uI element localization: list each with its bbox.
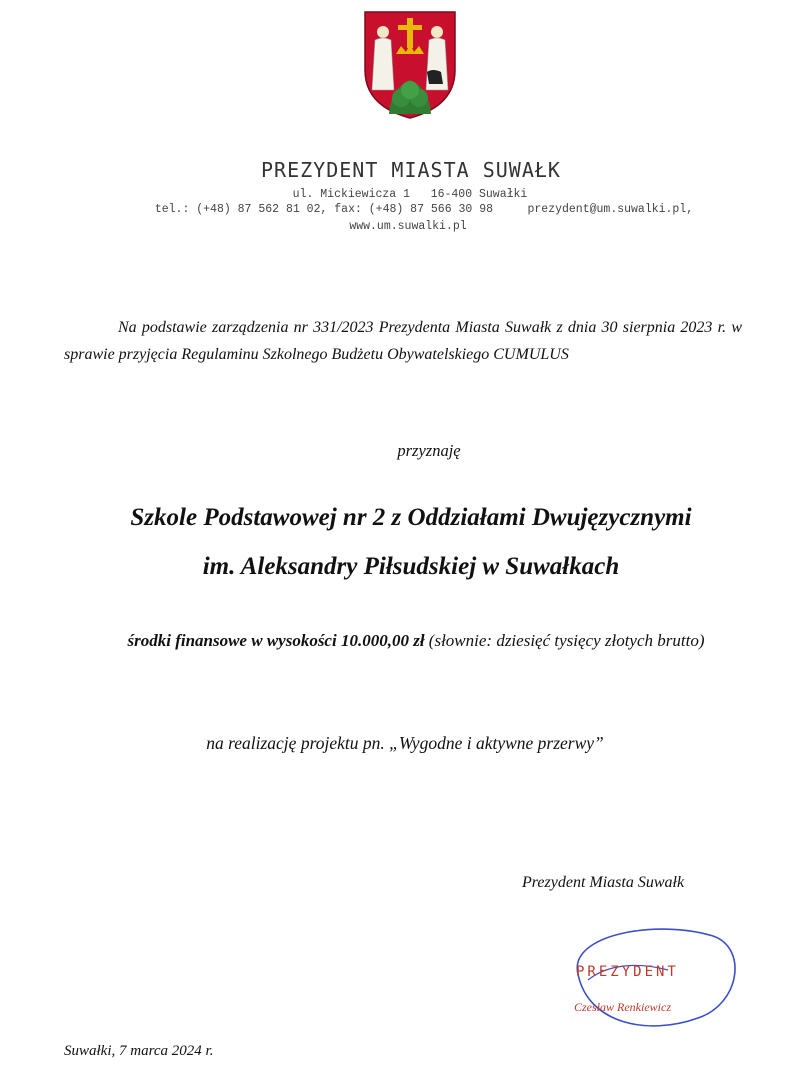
legal-basis-paragraph: Na podstawie zarządzenia nr 331/2023 Prezydenta Miasta Suwałk z dnia 30 sierpnia 2023 r. w sprawie przyjęcia Regulaminu Szkolnego Budżetu Obywatelskiego CUMULUS [64, 319, 742, 363]
issuer-website: www.um.suwalki.pl [349, 220, 467, 233]
stamp-signatory-name: Czesław Renkiewicz [574, 1000, 671, 1014]
issue-date: Suwałki, 7 marca 2024 r. [64, 1043, 214, 1059]
issuer-title: PREZYDENT MIASTA SUWAŁK [261, 158, 561, 182]
signature-stamp-icon [548, 914, 744, 1034]
funds-in-words: (słownie: dziesięć tysięcy złotych brutto) [424, 631, 705, 650]
signatory-title: Prezydent Miasta Suwałk [522, 874, 685, 891]
school-name-line-2: im. Aleksandry Piłsudskiej w Suwałkach [202, 553, 620, 580]
suwalki-coat-of-arms-icon [363, 10, 457, 120]
issuer-address: ul. Mickiewicza 1 16-400 Suwałki [292, 188, 528, 201]
school-name-line-1: Szkole Podstawowej nr 2 z Oddziałami Dwujęzycznymi [130, 504, 692, 531]
funds-amount: środki finansowe w wysokości 10.000,00 zł [127, 631, 425, 650]
funds-statement [88, 622, 744, 660]
project-statement: na realizację projektu pn. „Wygodne i aktywne przerwy” [206, 733, 604, 753]
issuer-contact: tel.: (+48) 87 562 81 02, fax: (+48) 87 566 30 98 prezydent@um.suwalki.pl, [154, 203, 694, 216]
grant-word: przyznaję [397, 441, 461, 460]
stamp-text: PREZYDENT [576, 964, 679, 980]
